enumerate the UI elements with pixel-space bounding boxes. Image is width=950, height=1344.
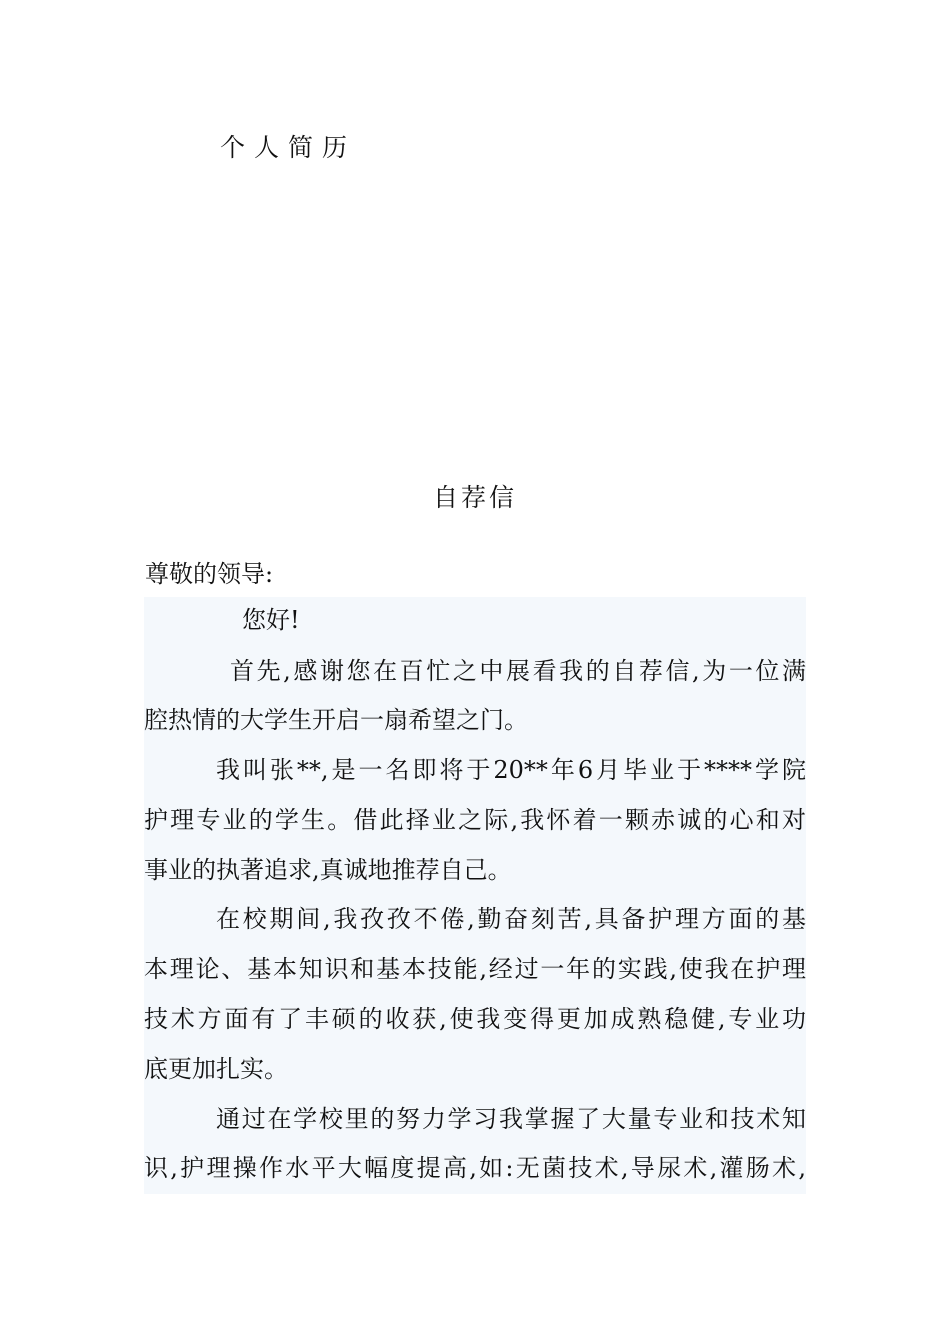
body-line: 底更加扎实。 bbox=[144, 1055, 288, 1083]
body-line: 腔热情的大学生开启一扇希望之门。 bbox=[144, 706, 528, 734]
body-line: 通过在学校里的努力学习我掌握了大量专业和技术知 bbox=[216, 1105, 806, 1133]
body-line: 护理专业的学生。借此择业之际,我怀着一颗赤诚的心和对 bbox=[144, 806, 806, 834]
salutation: 尊敬的领导: bbox=[145, 560, 274, 588]
greeting-line: 您好! bbox=[242, 606, 300, 634]
body-line: 首先,感谢您在百忙之中展看我的自荐信,为一位满 bbox=[230, 657, 806, 685]
body-line: 本理论、基本知识和基本技能,经过一年的实践,使我在护理 bbox=[144, 955, 806, 983]
body-line: 在校期间,我孜孜不倦,勤奋刻苦,具备护理方面的基 bbox=[216, 905, 806, 933]
body-line: 事业的执著追求,真诚地推荐自己。 bbox=[144, 856, 512, 884]
body-line: 技术方面有了丰硕的收获,使我变得更加成熟稳健,专业功 bbox=[144, 1005, 806, 1033]
letter-body bbox=[144, 597, 806, 1194]
letter-title: 自荐信 bbox=[432, 483, 517, 512]
resume-title: 个人简历 bbox=[220, 133, 357, 162]
body-line: 识,护理操作水平大幅度提高,如:无菌技术,导尿术,灌肠术, bbox=[144, 1154, 806, 1182]
body-line: 我叫张**,是一名即将于20**年6月毕业于****学院 bbox=[216, 756, 806, 784]
